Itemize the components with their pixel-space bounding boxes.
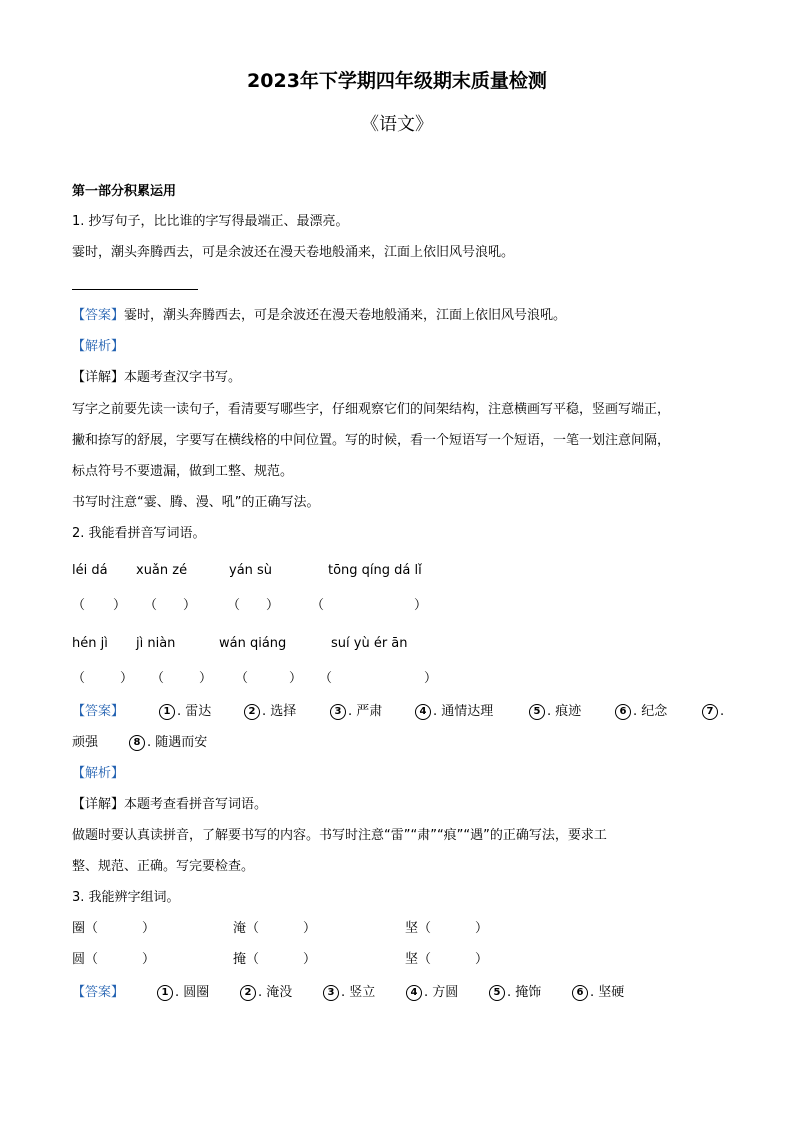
answer-word: . 坚硬 xyxy=(590,985,625,1000)
q1-prompt: 1. 抄写句子，比比谁的字写得最端正、最漂亮。 xyxy=(72,214,349,229)
q1-note: 书写时注意“霎、腾、漫、吼”的正确写法。 xyxy=(72,495,320,510)
circled-number: 7 xyxy=(702,704,718,720)
circled-number: 6 xyxy=(572,985,588,1001)
detail-tag: 【详解】 xyxy=(72,370,125,385)
subject-title: 《语文》 xyxy=(361,114,433,135)
answer-item xyxy=(159,703,211,721)
pinyin: suí yù ér ān xyxy=(331,636,408,651)
section-heading: 第一部分积累运用 xyxy=(72,184,177,199)
paren-open: （ xyxy=(151,671,165,686)
answer-item xyxy=(330,703,382,721)
q2-detail xyxy=(72,796,267,814)
pinyin: léi dá xyxy=(72,563,108,578)
paren-open: （ xyxy=(311,598,325,613)
paren-close: ） xyxy=(199,671,213,686)
char-item: 掩（ ） xyxy=(233,952,317,967)
q1-analysis-tag: 【解析】 xyxy=(72,339,125,354)
detail-tag: 【详解】 xyxy=(72,797,125,812)
answer-item xyxy=(572,984,624,1002)
paren-close: ） xyxy=(113,598,127,613)
circled-number: 5 xyxy=(489,985,505,1001)
char-item: 坚（ ） xyxy=(405,921,489,936)
circled-number: 4 xyxy=(415,704,431,720)
q1-para-line: 撇和捺写的舒展，字要写在横线格的中间位置。写的时候，看一个短语写一个短语，一笔一划注意间隔， xyxy=(72,433,671,448)
answer-item xyxy=(323,984,375,1002)
circled-number: 6 xyxy=(615,704,631,720)
answer-item xyxy=(529,703,581,721)
char-item: 圆（ ） xyxy=(72,952,156,967)
answer-word: . 痕迹 xyxy=(547,704,582,719)
answer-line xyxy=(72,289,198,290)
answer-text: 霎时，潮头奔腾西去，可是余波还在漫天卷地般涌来，江面上依旧风号浪吼。 xyxy=(124,308,567,323)
q1-answer xyxy=(72,307,566,325)
answer-word: . 方圆 xyxy=(424,985,459,1000)
circled-number: 3 xyxy=(330,704,346,720)
q2-prompt: 2. 我能看拼音写词语。 xyxy=(72,526,206,541)
q3-prompt: 3. 我能辨字组词。 xyxy=(72,890,180,905)
pinyin: hén jì xyxy=(72,636,108,651)
paren-open: （ xyxy=(235,671,249,686)
answer-word: . xyxy=(720,704,725,719)
char-item: 圈（ ） xyxy=(72,921,156,936)
paren-open: （ xyxy=(144,598,158,613)
answer-item xyxy=(240,984,292,1002)
paren-open: （ xyxy=(72,671,86,686)
circled-number: 3 xyxy=(323,985,339,1001)
answer-item xyxy=(702,703,724,721)
detail-intro: 本题考查汉字书写。 xyxy=(124,370,242,385)
paren-close: ） xyxy=(414,598,428,613)
circled-number: 2 xyxy=(240,985,256,1001)
answer-item xyxy=(129,734,207,752)
answer-item xyxy=(615,703,667,721)
circled-number: 2 xyxy=(244,704,260,720)
q1-para-line: 标点符号不要遗漏，做到工整、规范。 xyxy=(72,464,294,479)
paren-close: ） xyxy=(289,671,303,686)
paren-open: （ xyxy=(72,598,86,613)
answer-tag: 【答案】 xyxy=(72,704,125,719)
q2-analysis-tag: 【解析】 xyxy=(72,766,125,781)
circled-number: 8 xyxy=(129,735,145,751)
answer-word: . 随遇而安 xyxy=(147,735,208,750)
page-title: 2023年下学期四年级期末质量检测 xyxy=(247,70,547,92)
paren-close: ） xyxy=(120,671,134,686)
q1-sentence: 霎时，潮头奔腾西去，可是余波还在漫天卷地般涌来，江面上依旧风号浪吼。 xyxy=(72,245,515,260)
paren-close: ） xyxy=(424,671,438,686)
answer-word: . 淹没 xyxy=(258,985,293,1000)
answer-item xyxy=(157,984,209,1002)
answer-word: . 通情达理 xyxy=(433,704,494,719)
answer-word: 顽强 xyxy=(72,735,99,750)
char-item: 坚（ ） xyxy=(405,952,489,967)
answer-tag: 【答案】 xyxy=(72,985,125,1000)
detail-intro: 本题考查看拼音写词语。 xyxy=(124,797,268,812)
paren-open: （ xyxy=(227,598,241,613)
answer-word: . 选择 xyxy=(262,704,297,719)
answer-word: . 雷达 xyxy=(177,704,212,719)
pinyin: jì niàn xyxy=(136,636,176,651)
answer-word: . 纪念 xyxy=(633,704,668,719)
circled-number: 4 xyxy=(406,985,422,1001)
answer-item xyxy=(415,703,493,721)
q1-detail xyxy=(72,369,241,387)
q2-para-line: 做题时要认真读拼音，了解要书写的内容。书写时注意“雷”“肃”“痕”“遇”的正确写法，要求工 xyxy=(72,828,607,843)
paren-close: ） xyxy=(266,598,280,613)
answer-item xyxy=(489,984,541,1002)
answer-word: . 竖立 xyxy=(341,985,376,1000)
pinyin: tōng qíng dá lǐ xyxy=(328,563,422,578)
circled-number: 1 xyxy=(159,704,175,720)
answer-tag: 【答案】 xyxy=(72,308,125,323)
pinyin: xuǎn zé xyxy=(136,563,188,578)
paren-open: （ xyxy=(319,671,333,686)
answer-word: . 严肃 xyxy=(348,704,383,719)
circled-number: 1 xyxy=(157,985,173,1001)
answer-item xyxy=(244,703,296,721)
paren-close: ） xyxy=(183,598,197,613)
pinyin: yán sù xyxy=(229,563,273,578)
answer-item xyxy=(406,984,458,1002)
pinyin: wán qiáng xyxy=(219,636,287,651)
char-item: 淹（ ） xyxy=(233,921,317,936)
answer-word: . 圆圈 xyxy=(175,985,210,1000)
q2-para-line: 整、规范、正确。写完要检查。 xyxy=(72,859,255,874)
q1-para-line: 写字之前要先读一读句子，看清要写哪些字，仔细观察它们的间架结构，注意横画写平稳，竖画写端正， xyxy=(72,402,671,417)
circled-number: 5 xyxy=(529,704,545,720)
answer-word: . 掩饰 xyxy=(507,985,542,1000)
